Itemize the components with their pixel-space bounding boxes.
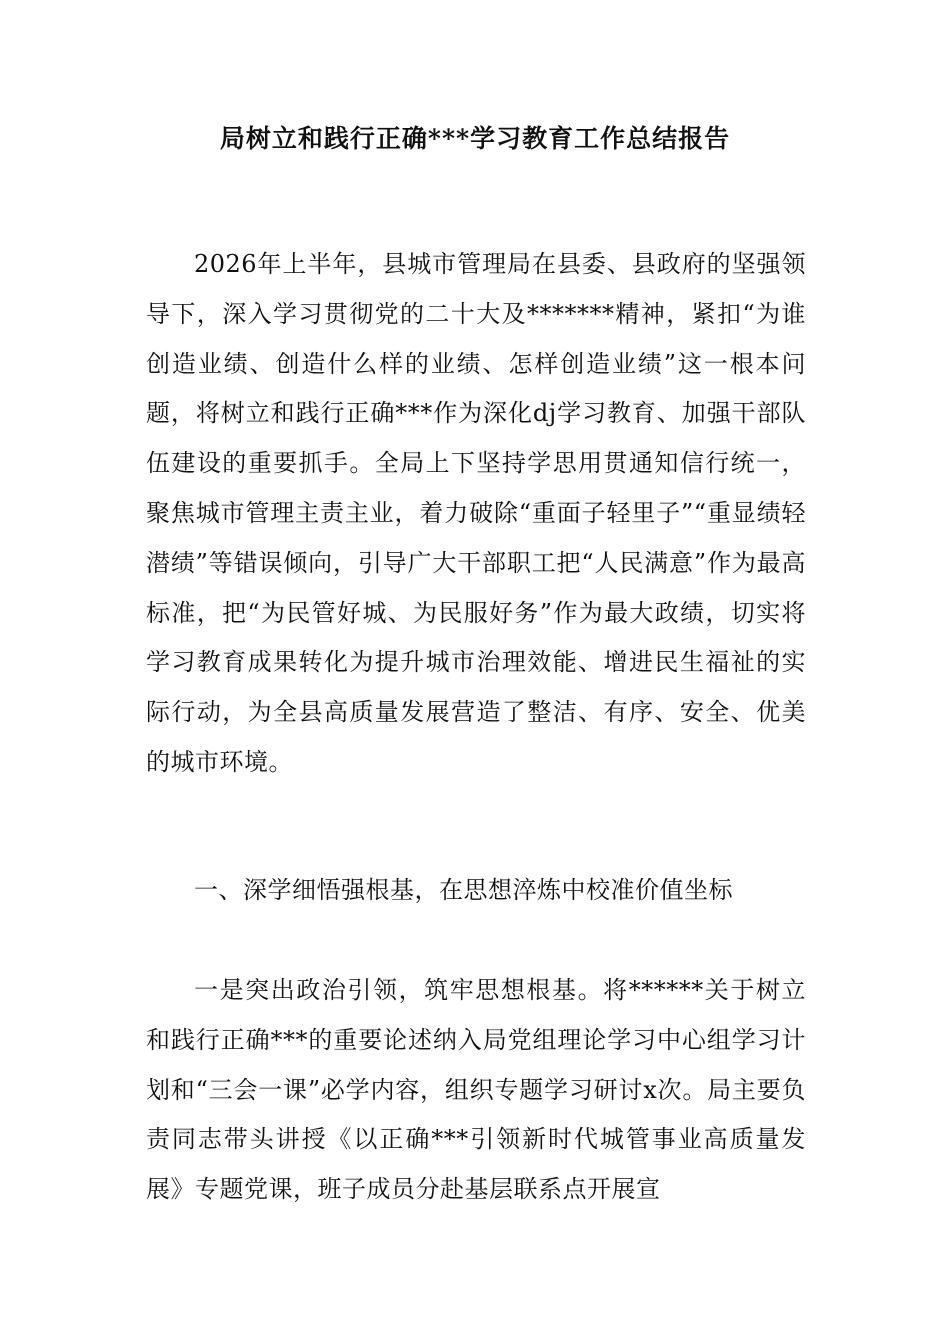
section-heading: 一、深学细悟强根基，在思想淬炼中校准价值坐标: [194, 876, 733, 904]
intro-paragraph: 2026年上半年，县城市管理局在县委、县政府的坚强领导下，深入学习贯彻党的二十大及*******精神，紧扣“为谁创造业绩、创造什么样的业绩、怎样创造业绩”这一根本问题，将树立和践行正确***作为深化dj学习教育、加强干部队伍建设的重要抓手。全局上下坚持学思用贯通知信行统一，聚焦城市管理主责主业，着力破除“重面子轻里子”“重显绩轻潜绩”等错误倾向，引导广大干部职工把“人民满意”作为最高标准，把“为民管好城、为民服好务”作为最大政绩，切实将学习教育成果转化为提升城市治理效能、增进民生福祉的实际行动，为全县高质量发展营造了整洁、有序、安全、优美的城市环境。: [146, 250, 806, 776]
document-title: 局树立和践行正确***学习教育工作总结报告: [219, 124, 731, 153]
body-paragraph: 一是突出政治引领，筑牢思想根基。将******关于树立和践行正确***的重要论述纳入局党组理论学习中心组学习计划和“三会一课”必学内容，组织专题学习研讨x次。局主要负责同志带头讲授《以正确***引领新时代城管事业高质量发展》专题党课，班子成员分赴基层联系点开展宣: [146, 976, 806, 1204]
